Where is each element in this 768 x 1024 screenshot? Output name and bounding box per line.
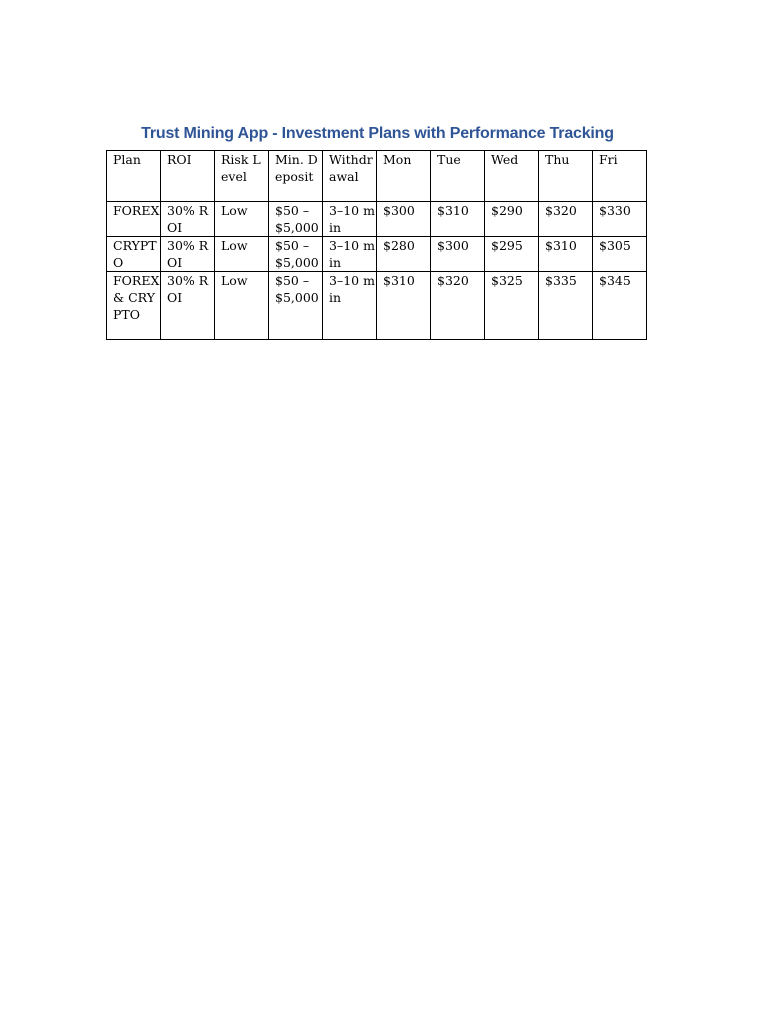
header-cell-plan: Plan [107, 151, 161, 202]
cell-thu: $310 [539, 237, 593, 272]
cell-tue: $300 [431, 237, 485, 272]
cell-withdrawal: 3–10 min [323, 202, 377, 237]
cell-plan: FOREX [107, 202, 161, 237]
cell-roi: 30% ROI [161, 202, 215, 237]
cell-mon: $310 [377, 272, 431, 340]
cell-min-deposit: $50 – $5,000 [269, 272, 323, 340]
table-header-row [107, 151, 647, 202]
cell-thu: $335 [539, 272, 593, 340]
cell-min-deposit: $50 – $5,000 [269, 202, 323, 237]
cell-plan: CRYPTO [107, 237, 161, 272]
header-cell-wed: Wed [485, 151, 539, 202]
cell-withdrawal: 3–10 min [323, 272, 377, 340]
cell-thu: $320 [539, 202, 593, 237]
cell-mon: $300 [377, 202, 431, 237]
header-cell-min-deposit: Min. Deposit [269, 151, 323, 202]
cell-risk-level: Low [215, 272, 269, 340]
cell-wed: $295 [485, 237, 539, 272]
cell-risk-level: Low [215, 202, 269, 237]
cell-tue: $320 [431, 272, 485, 340]
header-cell-thu: Thu [539, 151, 593, 202]
cell-plan: FOREX & CRYPTO [107, 272, 161, 340]
cell-risk-level: Low [215, 237, 269, 272]
cell-min-deposit: $50 – $5,000 [269, 237, 323, 272]
investment-plans-table [106, 150, 647, 340]
cell-fri: $305 [593, 237, 647, 272]
table-row [107, 272, 647, 340]
cell-fri: $345 [593, 272, 647, 340]
cell-roi: 30% ROI [161, 272, 215, 340]
header-cell-mon: Mon [377, 151, 431, 202]
header-cell-fri: Fri [593, 151, 647, 202]
cell-mon: $280 [377, 237, 431, 272]
cell-fri: $330 [593, 202, 647, 237]
page-title: Trust Mining App - Investment Plans with Performance Tracking [141, 125, 614, 142]
header-cell-risk-level: Risk Level [215, 151, 269, 202]
header-cell-withdrawal: Withdrawal [323, 151, 377, 202]
table-row [107, 202, 647, 237]
cell-roi: 30% ROI [161, 237, 215, 272]
table-row [107, 237, 647, 272]
cell-tue: $310 [431, 202, 485, 237]
cell-wed: $290 [485, 202, 539, 237]
cell-withdrawal: 3–10 min [323, 237, 377, 272]
cell-wed: $325 [485, 272, 539, 340]
header-cell-roi: ROI [161, 151, 215, 202]
header-cell-tue: Tue [431, 151, 485, 202]
